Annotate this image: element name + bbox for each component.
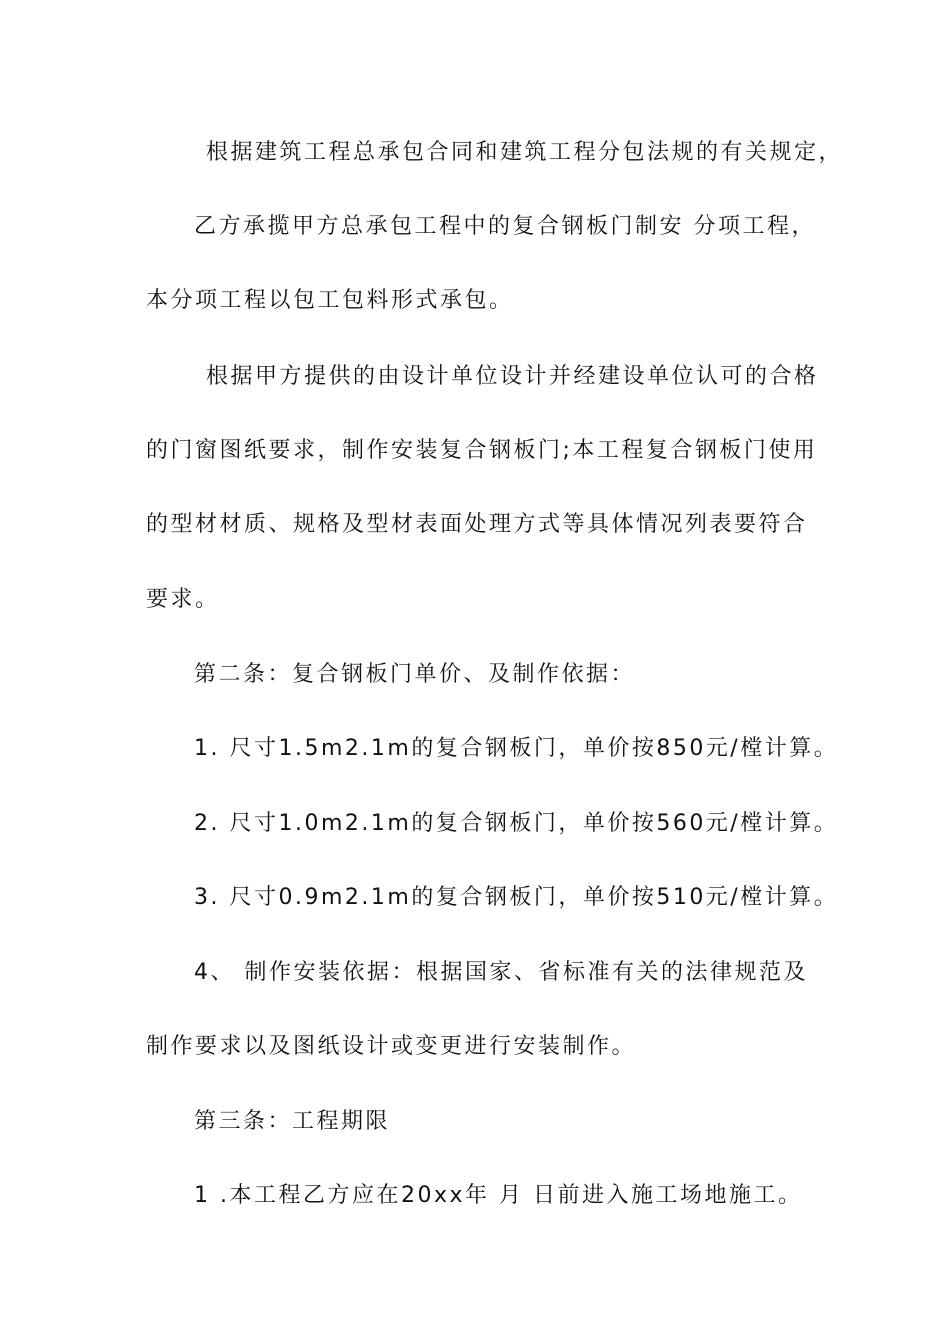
paragraph-line: 要求。 (146, 587, 220, 612)
list-item: 1. 尺寸1.5m2.1m的复合钢板门，单价按850元/樘计算。 (194, 736, 839, 761)
paragraph-line: 的门窗图纸要求，制作安装复合钢板门;本工程复合钢板门使用 (146, 438, 818, 463)
paragraph-line: 制作要求以及图纸设计或变更进行安装制作。 (146, 1034, 637, 1059)
paragraph-line: 的型材材质、规格及型材表面处理方式等具体情况列表要符合 (146, 512, 808, 537)
list-item: 4、 制作安装依据：根据国家、省标准有关的法律规范及 (194, 960, 808, 985)
list-item: 3. 尺寸0.9m2.1m的复合钢板门，单价按510元/樘计算。 (194, 885, 839, 910)
list-item: 2. 尺寸1.0m2.1m的复合钢板门，单价按560元/樘计算。 (194, 811, 839, 836)
section-heading: 第二条：复合钢板门单价、及制作依据： (194, 662, 636, 687)
paragraph-line: 本分项工程以包工包料形式承包。 (146, 288, 514, 313)
section-heading: 第三条：工程期限 (194, 1109, 391, 1134)
paragraph-line: 根据建筑工程总承包合同和建筑工程分包法规的有关规定， (206, 140, 844, 165)
paragraph-line: 乙方承揽甲方总承包工程中的复合钢板门制安 分项工程， (194, 214, 816, 239)
list-item: 1 .本工程乙方应在20xx年 月 日前进入施工场地施工。 (194, 1183, 803, 1208)
paragraph-line: 根据甲方提供的由设计单位设计并经建设单位认可的合格 (206, 364, 819, 389)
